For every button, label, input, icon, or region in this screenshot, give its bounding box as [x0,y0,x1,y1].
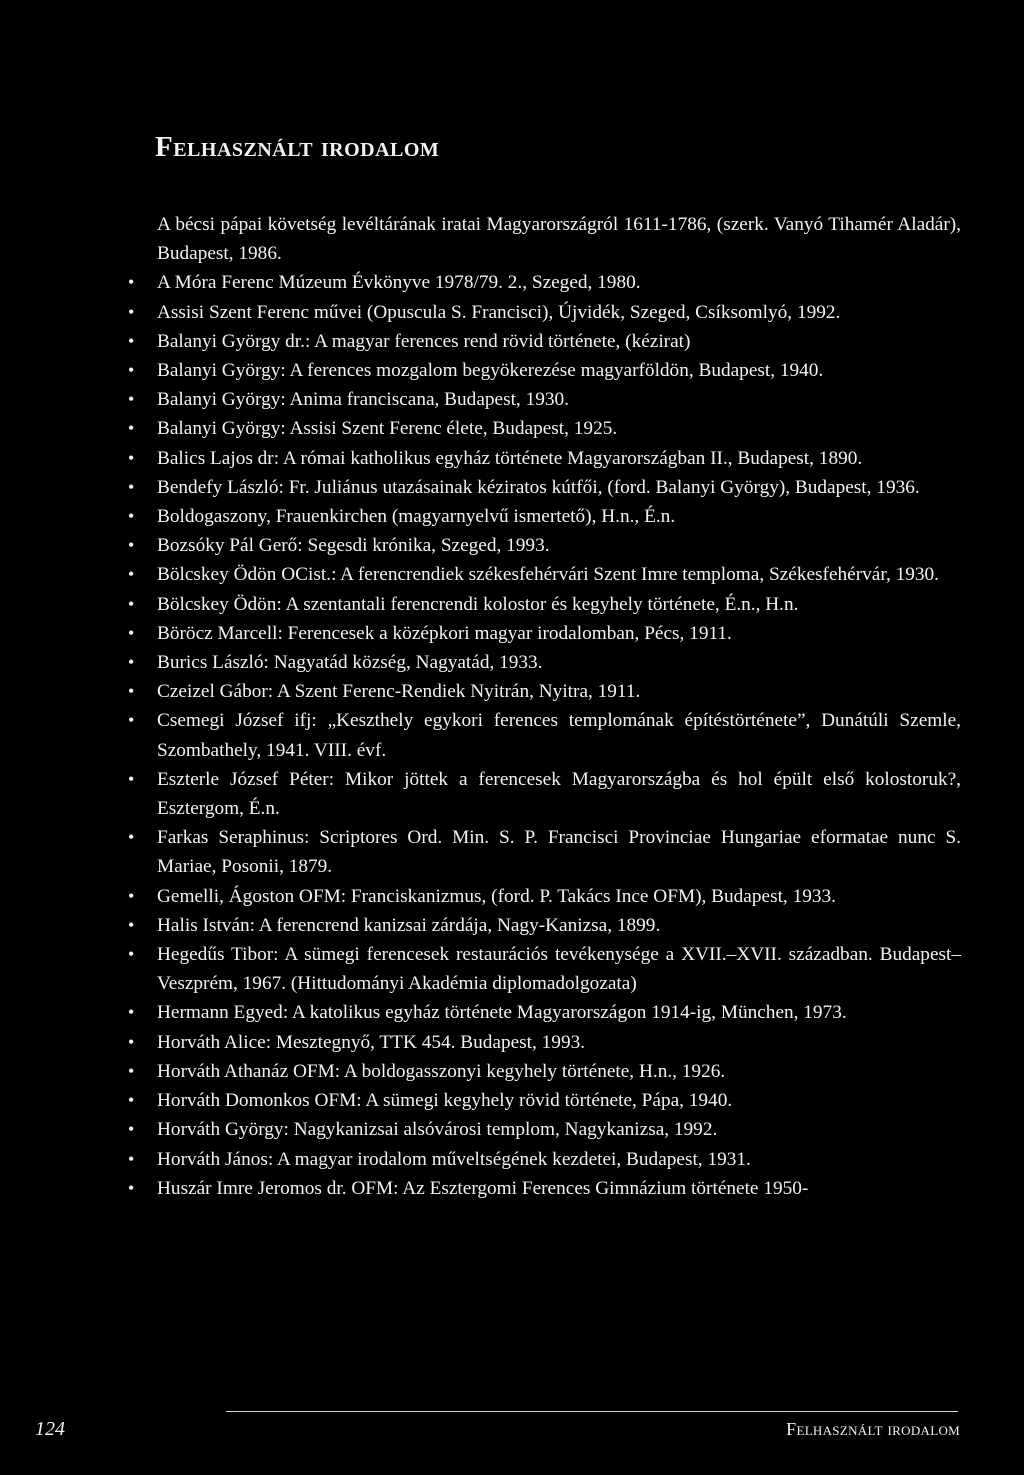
bibliography-entry: • Farkas Seraphinus: Scriptores Ord. Min. S. P. Francisci Provinciae Hungariae eformatae nunc S. Mariae, Posonii, 1879. [157,823,961,881]
bibliography-entry: • Bölcskey Ödön OCist.: A ferencrendiek székesfehérvári Szent Imre temploma, Székesfehérvár, 1930. [157,560,961,589]
bibliography-entry: • Horváth Athanáz OFM: A boldogasszonyi kegyhely története, H.n., 1926. [157,1057,961,1086]
bibliography-entry: • Bozsóky Pál Gerő: Segesdi krónika, Szeged, 1993. [157,531,961,560]
bibliography-entry: • Böröcz Marcell: Ferencesek a középkori magyar irodalomban, Pécs, 1911. [157,619,961,648]
bibliography-entry: • Burics László: Nagyatád község, Nagyatád, 1933. [157,648,961,677]
bibliography-list [157,210,961,1203]
bibliography-entry: • A Móra Ferenc Múzeum Évkönyve 1978/79. 2., Szeged, 1980. [157,268,961,297]
bibliography-entry: • Balics Lajos dr: A római katholikus egyház története Magyarországban II., Budapest, 1890. [157,444,961,473]
bibliography-entry: • Halis István: A ferencrend kanizsai zárdája, Nagy-Kanizsa, 1899. [157,911,961,940]
bibliography-entry: • Hegedűs Tibor: A sümegi ferencesek restaurációs tevékenysége a XVII.–XVII. században. Budapest–Veszprém, 1967. (Hittudományi Akadémia diplomadolgozata) [157,940,961,998]
bibliography-entry: A bécsi pápai követség levéltárának iratai Magyarországról 1611-1786, (szerk. Vanyó Tihamér Aladár), Budapest, 1986. [157,214,961,265]
bibliography-entry: • Horváth György: Nagykanizsai alsóvárosi templom, Nagykanizsa, 1992. [157,1115,961,1144]
bibliography-entry: • Balanyi György: A ferences mozgalom begyökerezése magyarföldön, Budapest, 1940. [157,356,961,385]
bibliography-entry: • Balanyi György: Anima franciscana, Budapest, 1930. [157,385,961,414]
bibliography-entry: • Horváth Domonkos OFM: A sümegi kegyhely rövid története, Pápa, 1940. [157,1086,961,1115]
bibliography-entry: • Balanyi György: Assisi Szent Ferenc élete, Budapest, 1925. [157,414,961,443]
page-number: 124 [35,1418,65,1440]
bibliography-entry: • Boldogaszony, Frauenkirchen (magyarnyelvű ismertető), H.n., É.n. [157,502,961,531]
bibliography-entry: • Csemegi József ifj: „Keszthely egykori ferences templomának építéstörténete”, Dunátúli Szemle, Szombathely, 1941. VIII. évf. [157,706,961,764]
bibliography-entry: • Hermann Egyed: A katolikus egyház története Magyarországon 1914-ig, München, 1973. [157,998,961,1027]
footer-divider [226,1411,958,1412]
bibliography-entry: • Huszár Imre Jeromos dr. OFM: Az Esztergomi Ferences Gimnázium története 1950- [157,1174,961,1203]
bibliography-entry: • Eszterle József Péter: Mikor jöttek a ferencesek Magyarországba és hol épült első kolostoruk?, Esztergom, É.n. [157,765,961,823]
page-title: Felhasznált irodalom [155,131,440,164]
bibliography-entry: • Assisi Szent Ferenc művei (Opuscula S. Francisci), Újvidék, Szeged, Csíksomlyó, 1992. [157,298,961,327]
bibliography-entry: • Bendefy László: Fr. Juliánus utazásainak kéziratos kútfői, (ford. Balanyi György), Budapest, 1936. [157,473,961,502]
bibliography-entry: • Horváth Alice: Mesztegnyő, TTK 454. Budapest, 1993. [157,1028,961,1057]
bibliography-entry: • Bölcskey Ödön: A szentantali ferencrendi kolostor és kegyhely története, É.n., H.n. [157,590,961,619]
bibliography-entry: • Balanyi György dr.: A magyar ferences rend rövid története, (kézirat) [157,327,961,356]
bibliography-entry: • Horváth János: A magyar irodalom műveltségének kezdetei, Budapest, 1931. [157,1145,961,1174]
running-head: Felhasznált irodalom [786,1419,960,1439]
bibliography-entry: • Czeizel Gábor: A Szent Ferenc-Rendiek Nyitrán, Nyitra, 1911. [157,677,961,706]
bibliography-entry: • Gemelli, Ágoston OFM: Franciskanizmus, (ford. P. Takács Ince OFM), Budapest, 1933. [157,882,961,911]
